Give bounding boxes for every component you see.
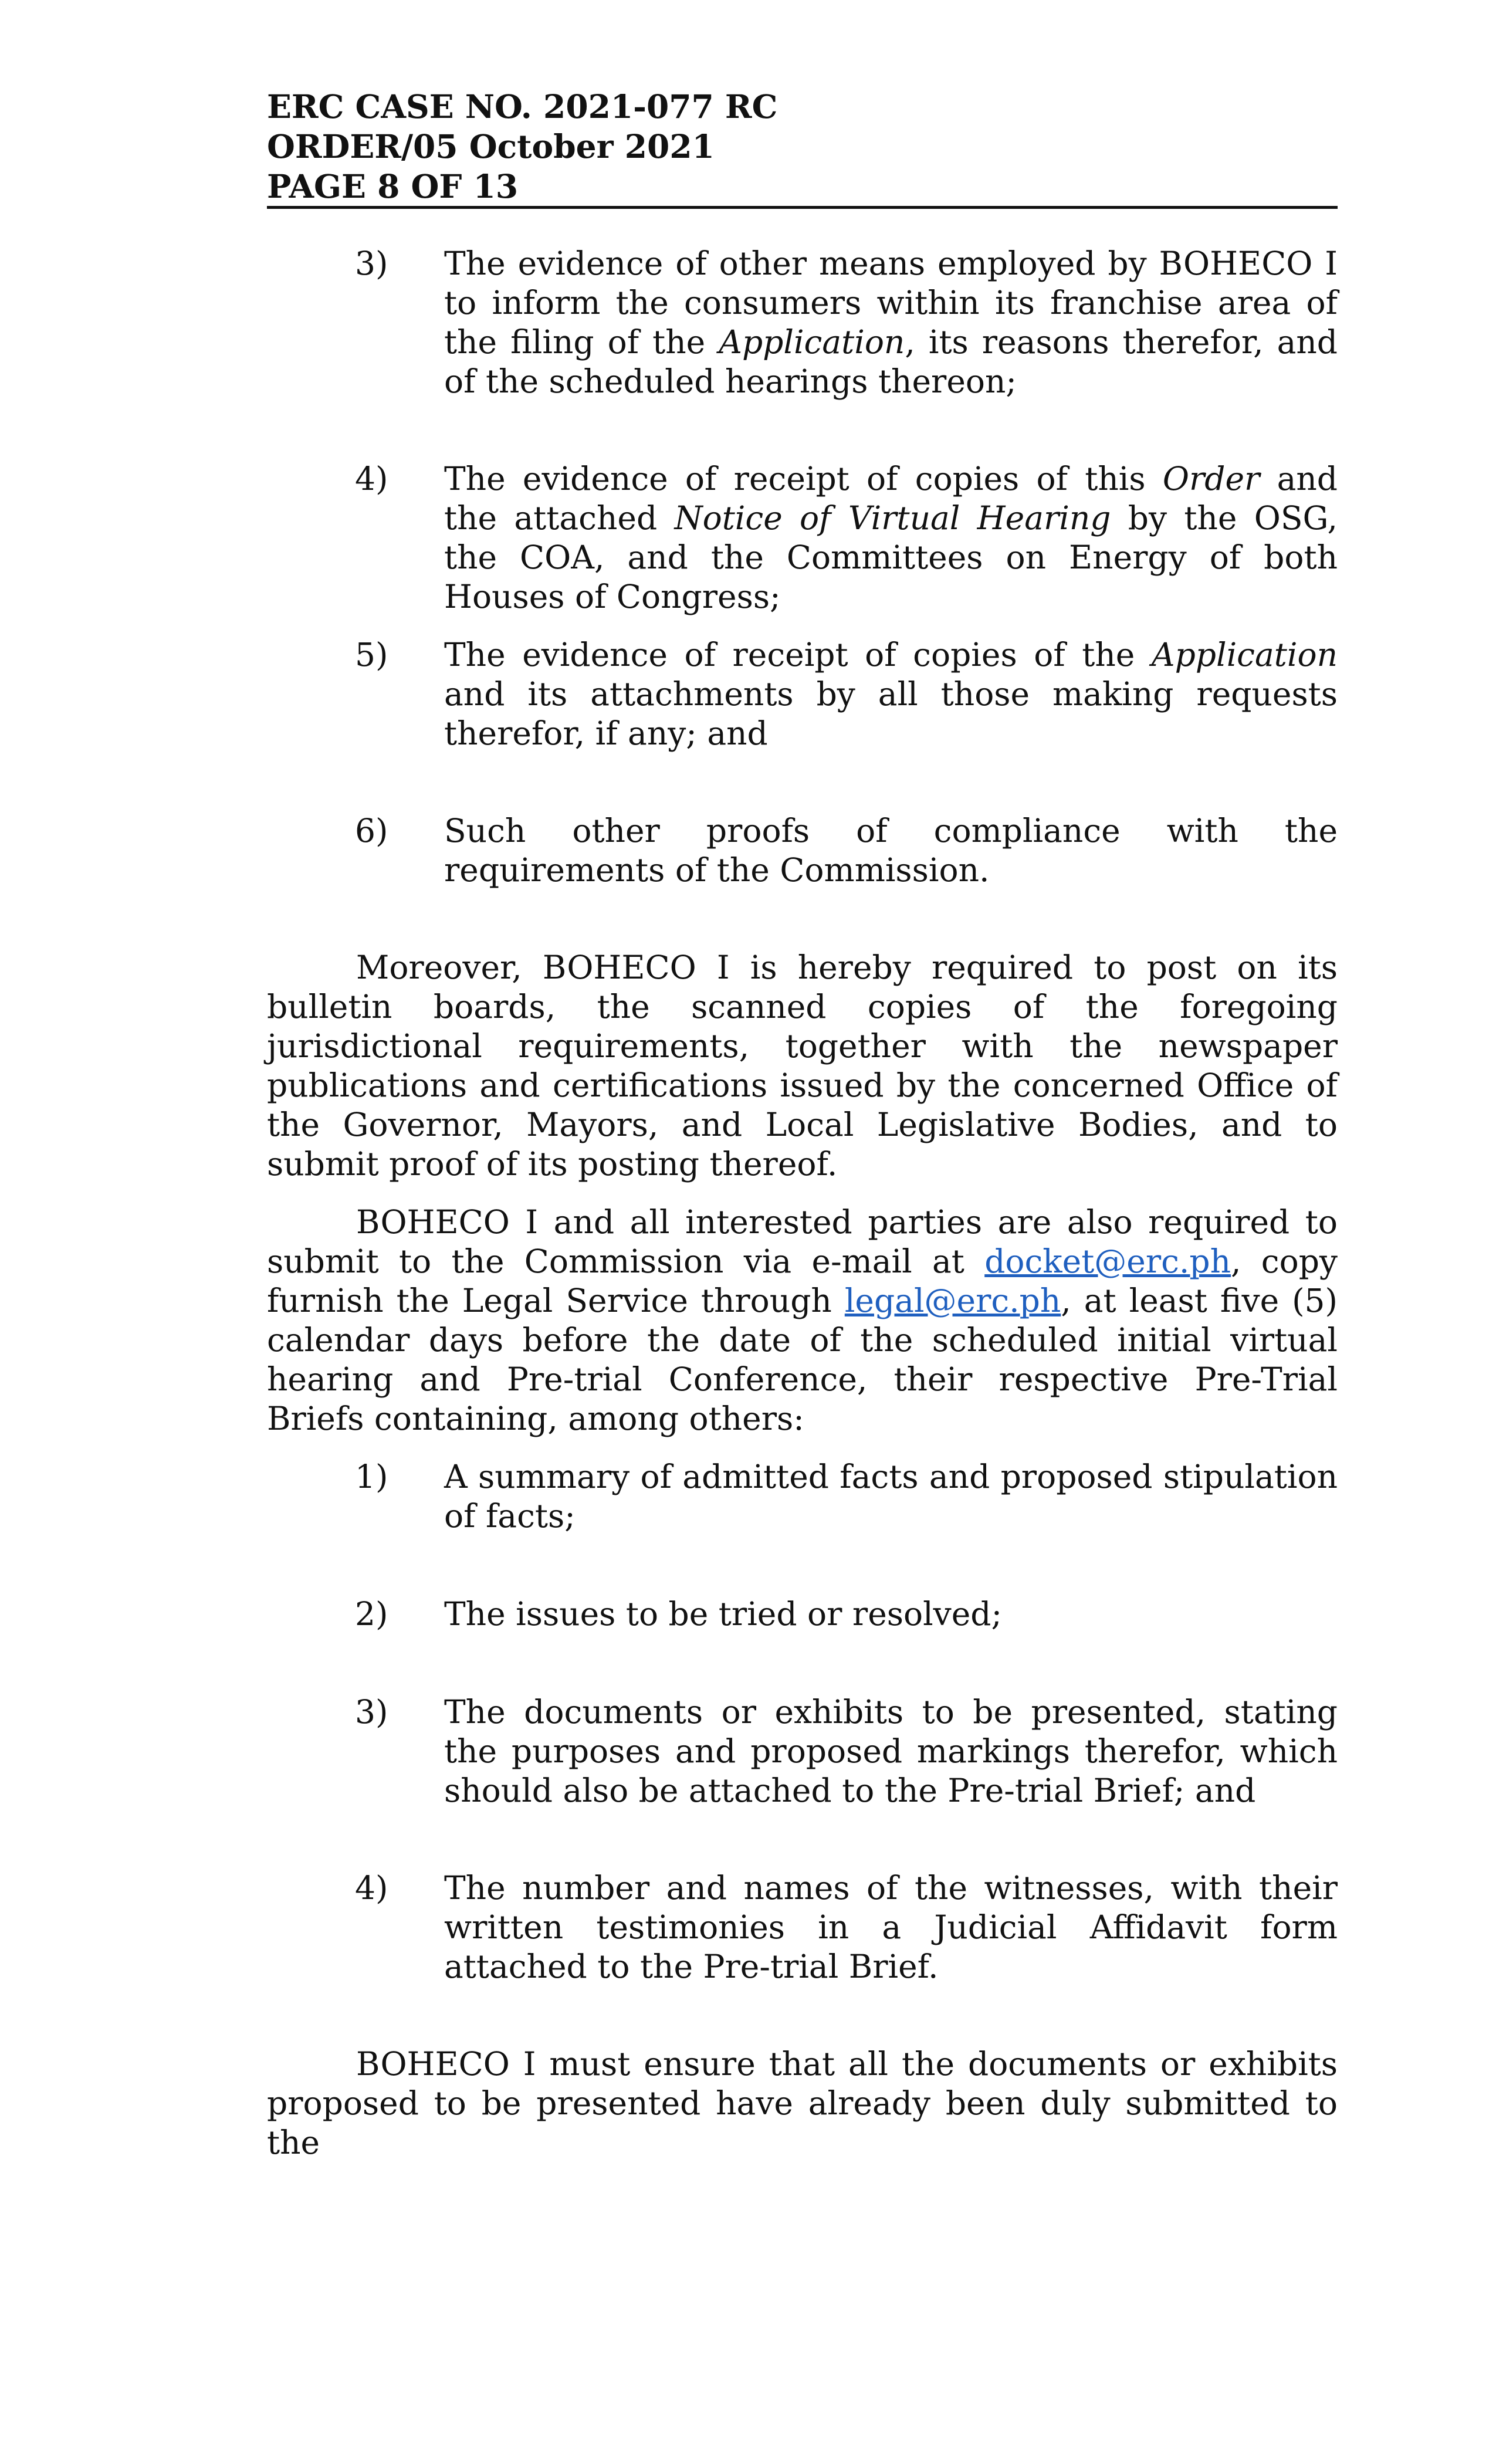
list-item-number: 6)	[355, 812, 388, 849]
list-item-text: The issues to be tried or resolved;	[444, 1595, 1003, 1633]
page-header	[267, 87, 1338, 207]
docket-email-link[interactable]: docket@erc.ph	[984, 1243, 1231, 1280]
list-item-number: 5)	[355, 636, 388, 673]
page-number: PAGE 8 OF 13	[267, 167, 519, 205]
list-item-text: A summary of admitted facts and proposed stipulation of facts;	[444, 1458, 1338, 1535]
list-item-number: 2)	[355, 1595, 388, 1633]
list-item-number: 4)	[355, 460, 388, 497]
list-item-text: The evidence of receipt of copies of the Application and its attachments by all those making requests therefor, if any; and	[444, 636, 1338, 752]
list-item-number: 1)	[355, 1458, 388, 1495]
header-divider	[267, 206, 1338, 209]
list-item-number: 4)	[355, 1869, 388, 1907]
list-item-text: The number and names of the witnesses, with their written testimonies in a Judicial Affidavit form attached to the Pre-trial Brief.	[444, 1869, 1338, 1985]
order-date: ORDER/05 October 2021	[267, 127, 715, 165]
case-number: ERC CASE NO. 2021-077 RC	[267, 87, 778, 126]
pretrial-paragraph: BOHECO I and all interested parties are also required to submit to the Commission via e-mail at docket@erc.ph, copy furnish the Legal Service through legal@erc.ph, at least five (5) calendar days before the date of the scheduled initial virtual hearing and Pre-trial Conference, their respective Pre-Trial Briefs containing, among others:	[267, 1203, 1338, 1437]
legal-email-link[interactable]: legal@erc.ph	[844, 1282, 1061, 1319]
list-item-number: 3)	[355, 1693, 388, 1731]
list-item-text: Such other proofs of compliance with the requirements of the Commission.	[444, 812, 1338, 889]
list-item-text: The documents or exhibits to be presented, stating the purposes and proposed markings therefor, which should also be attached to the Pre-trial Brief; and	[444, 1693, 1338, 1809]
final-paragraph: BOHECO I must ensure that all the documents or exhibits proposed to be presented have already been duly submitted to the	[267, 2045, 1338, 2161]
list-item-text: The evidence of other means employed by BOHECO I to inform the consumers within its franchise area of the filing of the Application, its reasons therefor, and of the scheduled hearings thereon;	[444, 245, 1338, 400]
list-item-text: The evidence of receipt of copies of this Order and the attached Notice of Virtual Hearing by the OSG, the COA, and the Committees on Energy of both Houses of Congress;	[444, 460, 1338, 615]
posting-paragraph: Moreover, BOHECO I is hereby required to post on its bulletin boards, the scanned copies of the foregoing jurisdictional requirements, together with the newspaper publications and certifications issued by the concerned Office of the Governor, Mayors, and Local Legislative Bodies, and to submit proof of its posting thereof.	[267, 949, 1338, 1183]
list-item-number: 3)	[355, 245, 388, 282]
